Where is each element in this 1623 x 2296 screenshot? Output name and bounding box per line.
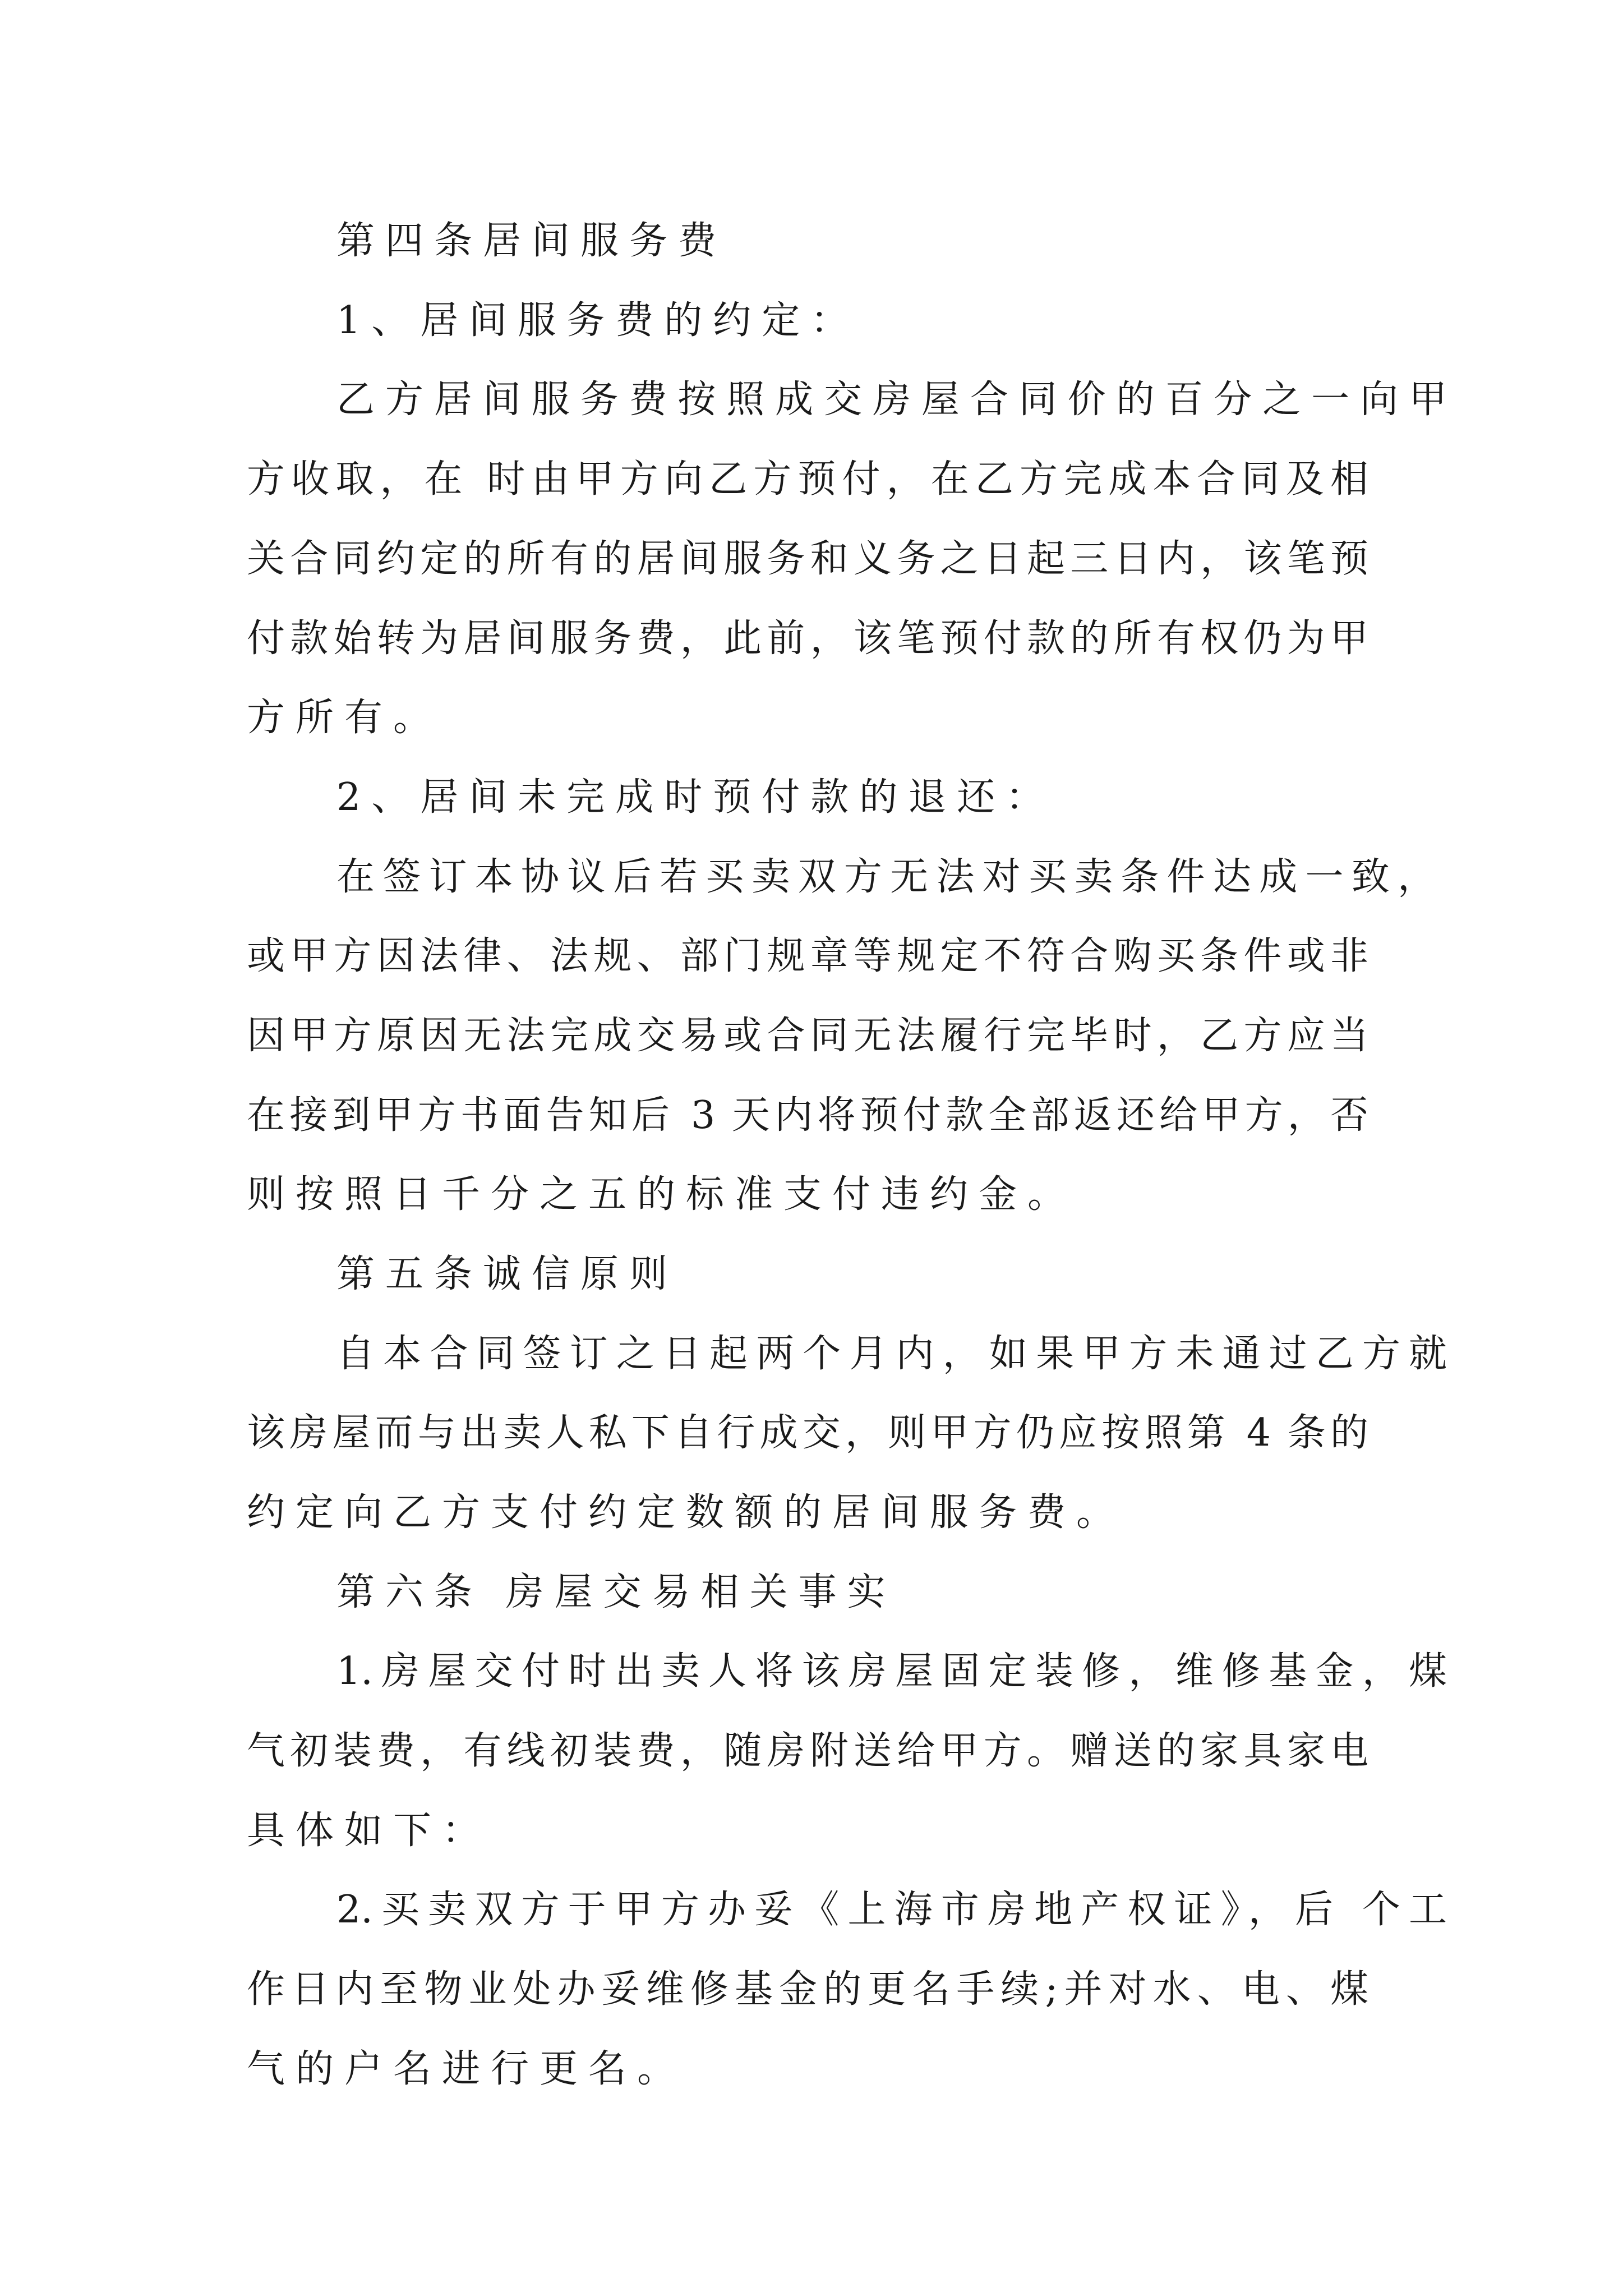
- paragraph-line: 关合同约定的所有的居间服务和义务之日起三日内，该笔预: [247, 537, 1368, 581]
- article4-heading: 第四条居间服务费: [336, 219, 727, 263]
- paragraph-line: 在签订本协议后若买卖双方无法对买卖条件达成一致，: [336, 855, 1436, 899]
- paragraph-line: 因甲方原因无法完成交易或合同无法履行完毕时，乙方应当: [247, 1014, 1368, 1058]
- paragraph-line: 1.房屋交付时出卖人将该房屋固定装修，维修基金，煤: [336, 1649, 1447, 1694]
- paragraph-line: 约定向乙方支付约定数额的居间服务费。: [247, 1490, 1126, 1535]
- paragraph-line: 方收取，在 时由甲方向乙方预付，在乙方完成本合同及相: [247, 457, 1368, 501]
- paragraph-line: 付款始转为居间服务费，此前，该笔预付款的所有权仍为甲: [247, 616, 1368, 661]
- article5-heading: 第五条诚信原则: [336, 1252, 679, 1296]
- paragraph-line: 2.买卖双方于甲方办妥《上海市房地产权证》，后 个工: [336, 1888, 1447, 1932]
- article4-item1-heading: 1、居间服务费的约定：: [336, 298, 860, 343]
- paragraph-line: 作日内至物业处办妥维修基金的更名手续;并对水、电、煤: [247, 1967, 1368, 2012]
- paragraph-line: 自本合同签订之日起两个月内，如果甲方未通过乙方就: [336, 1332, 1447, 1376]
- paragraph-line: 具体如下：: [247, 1809, 491, 1853]
- paragraph-line: 在接到甲方书面告知后 3 天内将预付款全部返还给甲方，否: [247, 1093, 1368, 1138]
- paragraph-line: 气初装费，有线初装费，随房附送给甲方。赠送的家具家电: [247, 1729, 1368, 1773]
- paragraph-line: 或甲方因法律、法规、部门规章等规定不符合购买条件或非: [247, 934, 1368, 978]
- paragraph-line: 方所有。: [247, 696, 442, 740]
- paragraph-line: 该房屋而与出卖人私下自行成交，则甲方仍应按照第 4 条的: [247, 1411, 1368, 1455]
- article4-item2-heading: 2、居间未完成时预付款的退还：: [336, 775, 1055, 820]
- article6-heading: 第六条 房屋交易相关事实: [336, 1570, 896, 1614]
- paragraph-line: 气的户名进行更名。: [247, 2047, 686, 2091]
- paragraph-line: 则按照日千分之五的标准支付违约金。: [247, 1172, 1077, 1217]
- paragraph-line: 乙方居间服务费按照成交房屋合同价的百分之一向甲: [336, 378, 1447, 422]
